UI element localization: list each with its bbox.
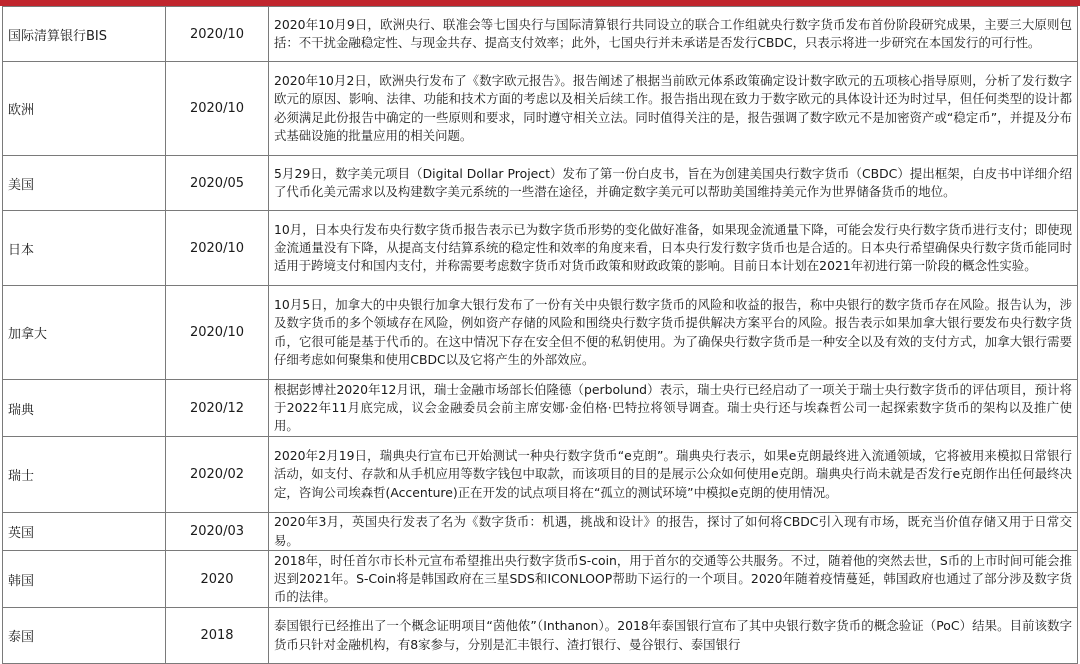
description-cell: 根据彭博社2020年12月讯，瑞士金融市场部长伯隆德（perbolund）表示，瑞士央行已经启动了一项关于瑞士央行数字货币的评估项目，预计将于2022年11月底完成，议会金融委员会前主席安娜·金伯格·巴特拉将领导调查。瑞士央行还与埃森哲公司一起探索数字货币的架构以及推广使用。 bbox=[269, 380, 1078, 437]
country-cell: 美国 bbox=[3, 156, 166, 211]
table-row bbox=[3, 380, 1078, 437]
country-cell: 瑞典 bbox=[3, 380, 166, 437]
country-cell: 瑞士 bbox=[3, 437, 166, 513]
table-row bbox=[3, 62, 1078, 156]
country-cell: 加拿大 bbox=[3, 286, 166, 380]
table-row bbox=[3, 156, 1078, 211]
country-cell: 泰国 bbox=[3, 608, 166, 664]
description-cell: 2020年10月9日，欧洲央行、联准会等七国央行与国际清算银行共同设立的联合工作组就央行数字货币发布首份阶段研究成果，主要三大原则包括：不干扰金融稳定性、与现金共存、提高支付效率；此外，七国央行并未承诺是否发行CBDC，只表示将进一步研究在本国发行的可行性。 bbox=[269, 7, 1078, 62]
description-cell: 5月29日，数字美元项目（Digital Dollar Project）发布了第一份白皮书，旨在为创建美国央行数字货币（CBDC）提出框架，白皮书中详细介绍了代币化美元需求以及构建数字美元系统的一些潜在途径，并确定数字美元可以帮助美国维持美元作为世界储备货币的地位。 bbox=[269, 156, 1078, 211]
description-cell: 2020年2月19日，瑞典央行宣布已开始测试一种央行数字货币“e克朗”。瑞典央行表示，如果e克朗最终进入流通领域，它将被用来模拟日常银行活动，如支付、存款和从手机应用等数字钱包中取款，而该项目的目的是展示公众如何使用e克朗。瑞典央行尚未就是否发行e克朗作出任何最终决定，咨询公司埃森哲(Accenture)正在开发的试点项目将在“孤立的测试环境”中模拟e克朗的使用情况。 bbox=[269, 437, 1078, 513]
description-cell: 2020年3月，英国央行发表了名为《数字货币：机遇，挑战和设计》的报告，探讨了如何将CBDC引入现有市场，既充当价值存储又用于日常交易。 bbox=[269, 513, 1078, 551]
country-cell: 国际清算银行BIS bbox=[3, 7, 166, 62]
table-row bbox=[3, 211, 1078, 286]
table-row bbox=[3, 7, 1078, 62]
description-cell: 泰国银行已经推出了一个概念证明项目“茵他侬”（Inthanon）。2018年泰国银行宣布了其中央银行数字货币的概念验证（PoC）结果。目前该数字货币只针对金融机构，有8家参与，分别是汇丰银行、渣打银行、曼谷银行、泰国银行 bbox=[269, 608, 1078, 664]
date-cell: 2020/10 bbox=[166, 211, 269, 286]
date-cell: 2020/05 bbox=[166, 156, 269, 211]
table-row bbox=[3, 437, 1078, 513]
description-cell: 2020年10月2日，欧洲央行发布了《数字欧元报告》。报告阐述了根据当前欧元体系政策确定设计数字欧元的五项核心指导原则，分析了发行数字欧元的原因、影响、法律、功能和技术方面的考虑以及相关后续工作。报告指出现在致力于数字欧元的具体设计还为时过早，但任何类型的设计都必须满足此份报告中确定的一些原则和要求，同时遵守相关立法。同时值得关注的是，报告强调了数字欧元不是加密资产或“稳定币”，并提及分布式基础设施的批量应用的相关问题。 bbox=[269, 62, 1078, 156]
table-row bbox=[3, 286, 1078, 380]
date-cell: 2020/12 bbox=[166, 380, 269, 437]
table-row bbox=[3, 608, 1078, 664]
table-body bbox=[3, 7, 1078, 664]
table-row bbox=[3, 513, 1078, 551]
description-cell: 10月，日本央行发布央行数字货币报告表示已为数字货币形势的变化做好准备，如果现金流通量下降，可能会发行央行数字货币进行支付；即使现金流通量没有下降，从提高支付结算系统的稳定性和效率的角度来看，日本央行发行数字货币也是合适的。日本央行希望确保央行数字货币能同时适用于跨境支付和国内支付，并称需要考虑数字货币对货币政策和财政政策的影响。目前日本计划在2021年初进行第一阶段的概念性实验。 bbox=[269, 211, 1078, 286]
table-row bbox=[3, 551, 1078, 608]
description-cell: 10月5日，加拿大的中央银行加拿大银行发布了一份有关中央银行数字货币的风险和收益的报告，称中央银行的数字货币存在风险。报告认为，涉及数字货币的多个领域存在风险，例如资产存储的风险和围绕央行数字货币提供解决方案平台的风险。报告表示如果加拿大银行要发布央行数字货币，它很可能是基于代币的。在这中情况下存在安全但不便的私钥使用。为了确保央行数字货币是一种安全以及有效的支付方式，加拿大银行需要仔细考虑如何聚集和使用CBDC以及它将产生的外部效应。 bbox=[269, 286, 1078, 380]
country-cell: 韩国 bbox=[3, 551, 166, 608]
date-cell: 2020/10 bbox=[166, 286, 269, 380]
date-cell: 2020/03 bbox=[166, 513, 269, 551]
country-cell: 日本 bbox=[3, 211, 166, 286]
date-cell: 2020/02 bbox=[166, 437, 269, 513]
description-cell: 2018年，时任首尔市长朴元宣布希望推出央行数字货币S-coin，用于首尔的交通等公共服务。不过，随着他的突然去世，S币的上市时间可能会推迟到2021年。S-Coin将是韩国政府在三星SDS和ICONLOOP帮助下运行的一个项目。2020年随着疫情蔓延，韩国政府也通过了部分涉及数字货币的法律。 bbox=[269, 551, 1078, 608]
date-cell: 2020/10 bbox=[166, 62, 269, 156]
cbdc-progress-table bbox=[2, 6, 1078, 664]
country-cell: 欧洲 bbox=[3, 62, 166, 156]
date-cell: 2020 bbox=[166, 551, 269, 608]
date-cell: 2018 bbox=[166, 608, 269, 664]
country-cell: 英国 bbox=[3, 513, 166, 551]
date-cell: 2020/10 bbox=[166, 7, 269, 62]
